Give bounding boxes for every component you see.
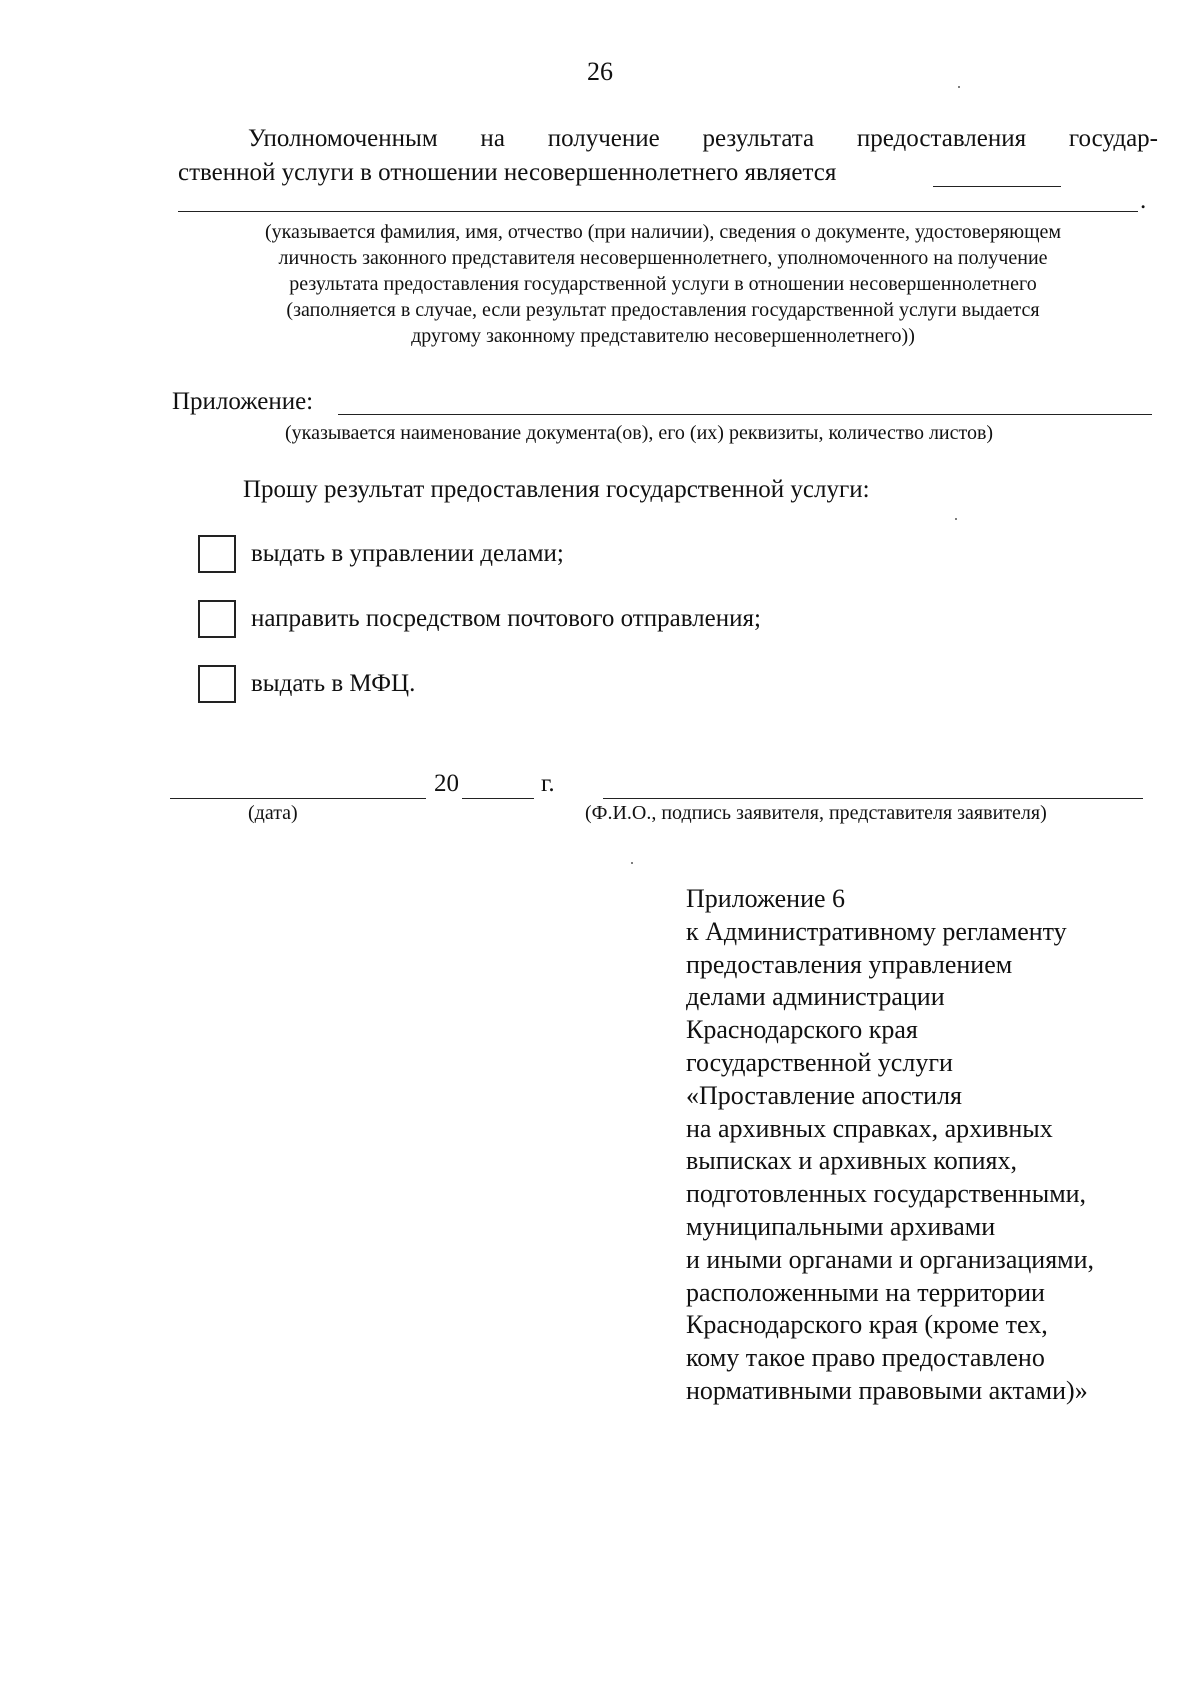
page-number: 26 xyxy=(587,57,613,86)
authorized-paragraph-line-2: ственной услуги в отношении несовершеннолетнего является xyxy=(178,159,837,186)
appendix-line: подготовленных государственными, xyxy=(686,1179,1087,1209)
authorized-note-line: (заполняется в случае, если результат предоставления государственной услуги выдается xyxy=(286,299,1040,321)
appendix-block xyxy=(686,883,1166,1408)
authorized-blank-short[interactable] xyxy=(933,186,1061,187)
authorized-paragraph-line-1: Уполномоченным на получение результата предоставления государ- xyxy=(248,125,1158,152)
appendix-line: Краснодарского края xyxy=(686,1015,918,1045)
year-prefix: 20 xyxy=(434,770,459,797)
authorized-note xyxy=(158,219,1168,349)
authorized-note-line: (указывается фамилия, имя, отчество (при наличии), сведения о документе, удостоверяющем xyxy=(264,221,1062,243)
authorized-note-line: другому законному представителю несовершеннолетнего)) xyxy=(411,325,915,347)
authorized-name-blank[interactable] xyxy=(178,211,1138,212)
year-blank[interactable] xyxy=(462,798,534,799)
attachment-note: (указывается наименование документа(ов), его (их) реквизиты, количество листов) xyxy=(285,422,994,444)
date-blank[interactable] xyxy=(170,798,426,799)
authorized-note-line: личность законного представителя несовершеннолетнего, уполномоченного на получение xyxy=(278,247,1048,269)
signature-caption: (Ф.И.О., подпись заявителя, представителя заявителя) xyxy=(585,802,1047,824)
scan-speck xyxy=(955,518,957,520)
appendix-line: Краснодарского края (кроме тех, xyxy=(686,1310,1048,1340)
option-label-mail: направить посредством почтового отправления; xyxy=(251,605,761,632)
date-caption: (дата) xyxy=(248,802,298,824)
appendix-line: на архивных справках, архивных xyxy=(686,1113,1053,1143)
appendix-line: Приложение 6 xyxy=(686,884,846,913)
request-heading: Прошу результат предоставления государственной услуги: xyxy=(243,476,870,503)
appendix-line: предоставления управлением xyxy=(686,949,1013,979)
appendix-line: «Проставление апостиля xyxy=(686,1080,963,1110)
option-checkbox-mail[interactable] xyxy=(198,600,236,638)
appendix-line: выписках и архивных копиях, xyxy=(686,1146,1018,1176)
appendix-line: кому такое право предоставлено xyxy=(686,1343,1045,1373)
option-label-mfc: выдать в МФЦ. xyxy=(251,670,416,697)
scan-speck xyxy=(631,862,633,864)
appendix-line: государственной услуги xyxy=(686,1047,953,1077)
appendix-line: расположенными на территории xyxy=(686,1277,1045,1307)
option-checkbox-mfc[interactable] xyxy=(198,665,236,703)
appendix-line: и иными органами и организациями, xyxy=(686,1244,1095,1274)
year-suffix: г. xyxy=(541,770,555,797)
attachment-label: Приложение: xyxy=(172,388,314,415)
signature-blank[interactable] xyxy=(603,798,1143,799)
appendix-line: к Административному регламенту xyxy=(686,916,1067,946)
appendix-line: делами администрации xyxy=(686,982,945,1012)
option-label-office: выдать в управлении делами; xyxy=(251,540,564,567)
appendix-line: муниципальными архивами xyxy=(686,1211,996,1241)
authorized-note-line: результата предоставления государственной услуги в отношении несовершеннолетнего xyxy=(289,273,1037,295)
authorized-end-period: . xyxy=(1140,187,1147,214)
attachment-blank[interactable] xyxy=(338,414,1152,415)
option-checkbox-office[interactable] xyxy=(198,535,236,573)
scan-speck xyxy=(958,86,960,88)
appendix-line: нормативными правовыми актами)» xyxy=(686,1375,1088,1405)
